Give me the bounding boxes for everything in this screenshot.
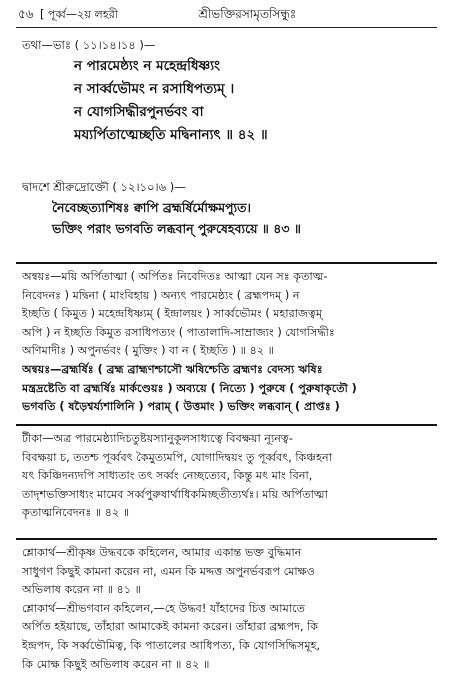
verse-line: ন পারমেষ্ঠ্যং ন মহেন্দ্রধিষ্ণ্যং: [74, 58, 220, 74]
shlokartha-line: সাধুগণ কিছুই কামনা করেন না, এমন কি মদ্দত্ত অপুনর্ভবরূপ মোক্ষও: [22, 564, 315, 578]
tika-line: কৃতাত্মনিবেদনঃ ॥ ৪২ ॥: [22, 506, 130, 520]
page-number: ৫৬: [18, 7, 34, 21]
shlokartha-line: শ্লোকার্থ—শ্রীকৃষ্ণ উদ্ধবকে কহিলেন, আমার একান্ত ভক্ত বুদ্ধিমান: [22, 546, 302, 559]
header-rule: [16, 27, 437, 28]
verse-line: ভক্তিং পরাং ভগবতি লব্ধবান্ পুরুষেহব্যয়ে ॥ ৪৩ ॥: [52, 221, 301, 236]
verse-block-42: [22, 36, 437, 147]
tika-line: টীকা—অত্র পারমেষ্ঠ্যাদিচতুষ্টয়স্যানুকূলসাধ্যত্বে বিবক্ষয়া ন্যূনত্ব-: [22, 432, 293, 445]
shlokartha-line: অভিলাষ করেন না ॥ ৪১ ॥: [22, 583, 142, 597]
verse-block-43: [22, 178, 437, 239]
anvaya-line: মন্ত্রদ্রষ্টেতি বা ব্রহ্মর্ষিঃ মার্কণ্ডেয়ঃ ) অব্যয়ে ( নিত্যে ) পুরুষে ( পুরুষাকৃতৌ ): [22, 381, 357, 395]
verse-source: তথা—ভাঃ ( ১১।১৪।১৪ )—: [22, 38, 156, 52]
anvaya-line: নিবেদনঃ ) মদ্বিনা ( মাংবিহায় ) অন্যৎ পারমেষ্ঠ্যং ( ব্রহ্মপদম্ ) ন: [22, 288, 300, 302]
section-label: [ পূর্ব্ব—২য় লহরী: [40, 8, 119, 21]
tika-line: যৎ কিঞ্চিদন্যদপি সাধ্যতাং তৎ সর্ব্বং নেচ্ছত্যেব, কিন্তু মৎ মাং বিনা,: [22, 469, 313, 483]
shlokartha-line: কি মোক্ষ কিছুই অভিলাষ করেন না ॥ ৪২ ॥: [22, 657, 210, 671]
tika-line: তাদৃশভক্তিসাধ্যং মামেব সর্ব্বপুরুষার্থাধিকমিচ্ছতীত্যর্থঃ। ময়ি অর্পিতাত্মা: [22, 487, 328, 501]
running-title: শ্রীভক্তিরসামৃতসিন্ধুঃ: [198, 7, 297, 21]
anvaya-line: অণিমাদীঃ ) অপুনর্ভবং ( মুক্তিং ) বা ন ( ইচ্ছতি ) ॥ ৪২ ॥: [22, 344, 274, 358]
tika-line: বিবক্ষয়া চ, ততশ্চ পূর্ব্ববৎ কৈমুত্যমপি, যোগাদিদ্বয়ং তু পূর্ব্ববৎ, কিঞ্চহনা: [22, 450, 332, 464]
section-rule: [16, 262, 437, 264]
anvaya-line: অন্বয়ঃ—ব্রহ্মর্ষিঃ ( ব্রহ্ম ব্রাহ্মণশ্চাসৌ ঋষিশ্চেতি ব্রহ্মণঃ বেদস্য ঋষিঃ: [22, 362, 323, 376]
shlokartha-line: ইন্দ্রপদ, কি সর্ব্বভৌমিত্ব, কি পাতালের আধিপত্য, কি যোগসিদ্ধিসমূহ,: [22, 638, 321, 652]
shlokartha-line: অর্পিত হইয়াছে, তাঁহারা আমাকেই কামনা করেন। তাঁহারা ব্রহ্মপদ, কি: [22, 620, 319, 634]
verse-line: ন সার্ব্বভৌমং ন রসাধিপত্যম্ ।: [74, 81, 235, 97]
page-header: [18, 6, 437, 26]
section-rule: [16, 538, 437, 540]
anvaya-line: ভগবতি ( ষড়ৈশ্বর্য্যশালিনি ) পরাম্ ( উত্তমাং ) ভক্তিং লব্ধবান্ ( প্রাপ্তঃ ): [22, 400, 340, 414]
verse-source: দ্বাদশে শ্রীরুদ্রোক্তৌ ( ১২।১০।৬ )—: [22, 180, 186, 194]
shlokartha-section: [22, 544, 437, 674]
tika-section: [22, 430, 437, 523]
section-rule: [16, 424, 437, 426]
anvaya-line: ইচ্ছতি ( কিমুত ) মহেন্দ্রধিষ্ণ্যম্ ( ইন্দ্রালয়ং ) সার্ব্বভৌমং ( মহারাজত্বম্: [22, 307, 323, 321]
verse-line: ময্যর্পিতাত্মেচ্ছতি মদ্বিনান্যৎ ॥ ৪২ ॥: [74, 127, 268, 143]
anvaya-line: অপি ) ন ইচ্ছতি কিমুত রসাধিপত্যং ( পাতালাদি-সাম্রাজ্যং ) যোগসিদ্ধীঃ: [22, 325, 335, 339]
verse-line: নৈবেচ্ছত্যাশিষঃ ক্বাপি ব্রহ্মর্ষির্মোক্ষমপ্যুত।: [52, 200, 251, 215]
verse-line: ন যোগসিদ্ধীরপুনর্ভবং বা: [74, 104, 204, 120]
anvaya-section: [22, 268, 437, 417]
shlokartha-line: শ্লোকার্থ—শ্রীভগবান কহিলেন,—হে উদ্ধব! যাঁহাদের চিত্ত আমাতে: [22, 601, 306, 615]
anvaya-line: অন্বয়ঃ—ময়ি অর্পিতাত্মা ( অর্পিতঃ নিবেদিতঃ আত্মা যেন সঃ কৃতাত্ম-: [22, 270, 328, 283]
